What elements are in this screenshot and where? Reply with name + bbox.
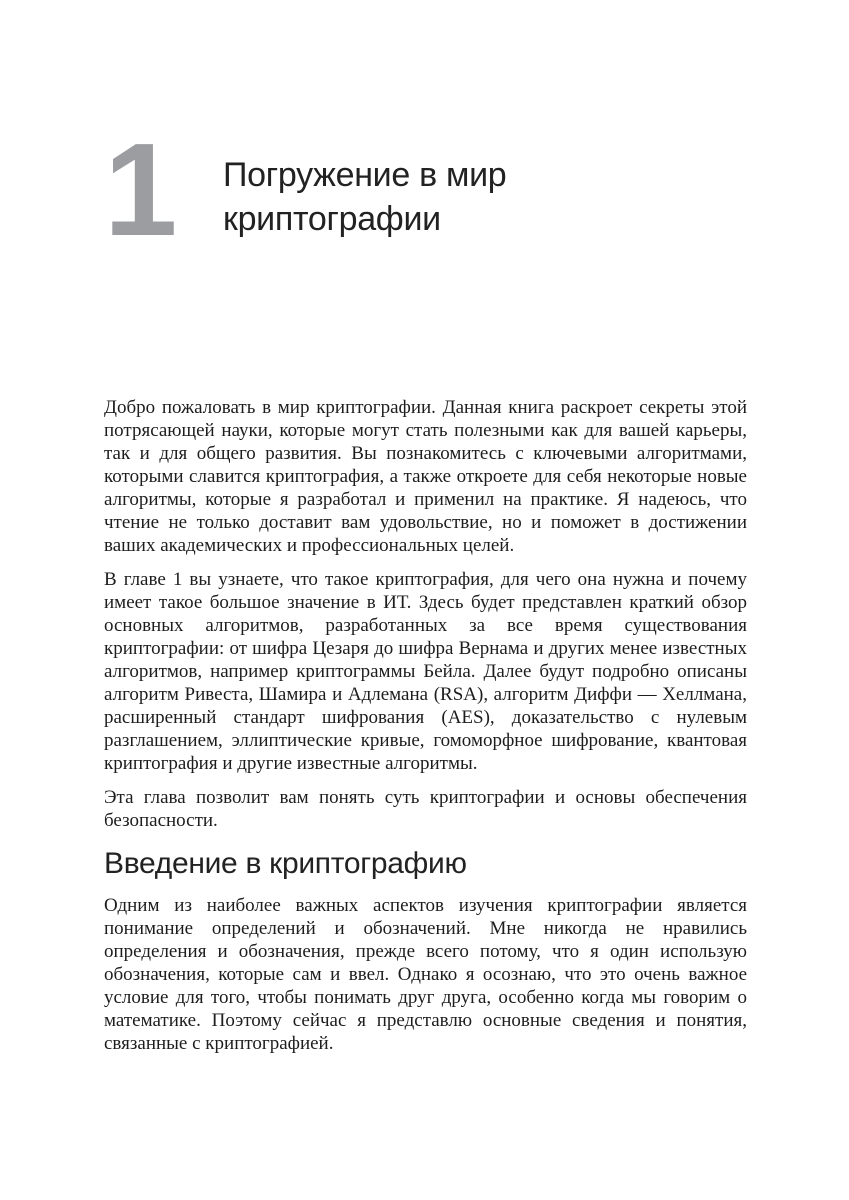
chapter-title: Погружение в мир криптографии (223, 156, 507, 238)
chapter-number: 1 (104, 116, 178, 263)
section-paragraph-1: Одним из наиболее важных аспектов изучения криптографии является понимание определений и обозначений. Мне никогда не нравились определения и обозначения, прежде всего потому, что я один использую обозначения, которые сам и ввел. Однако я осознаю, что это очень важное условие для того, чтобы понимать друг друга, особенно когда мы говорим о математике. Поэтому сейчас я представлю основные сведения и понятия, связанные с криптографией. (104, 895, 747, 1054)
section-heading: Введение в криптографию (104, 847, 467, 880)
intro-paragraph-3: Эта глава позволит вам понять суть криптографии и основы обеспечения безопасности. (104, 787, 747, 831)
intro-paragraph-2: В главе 1 вы узнаете, что такое криптография, для чего она нужна и почему имеет такое большое значение в ИТ. Здесь будет представлен краткий обзор основных алгоритмов, разработанных за все время существования криптографии: от шифра Цезаря до шифра Вернама и других менее известных алгоритмов, например криптограммы Бейла. Далее будут подробно описаны алгоритм Ривеста, Шамира и Адлемана (RSA), алгоритм Диффи — Хеллмана, расширенный стандарт шифрования (AES), доказательство с нулевым разглашением, эллиптические кривые, гомоморфное шифрование, квантовая криптография и другие известные алгоритмы. (104, 569, 747, 774)
intro-paragraph-1: Добро пожаловать в мир криптографии. Данная книга раскроет секреты этой потрясающей науки, которые могут стать полезными как для вашей карьеры, так и для общего развития. Вы познакомитесь с ключевыми алгоритмами, которыми славится криптография, а также откроете для себя некоторые новые алгоритмы, которые я разработал и применил на практике. Я надеюсь, что чтение не только доставит вам удовольствие, но и поможет в достижении ваших академических и профессиональных целей. (104, 397, 747, 556)
page-body (104, 396, 747, 1066)
